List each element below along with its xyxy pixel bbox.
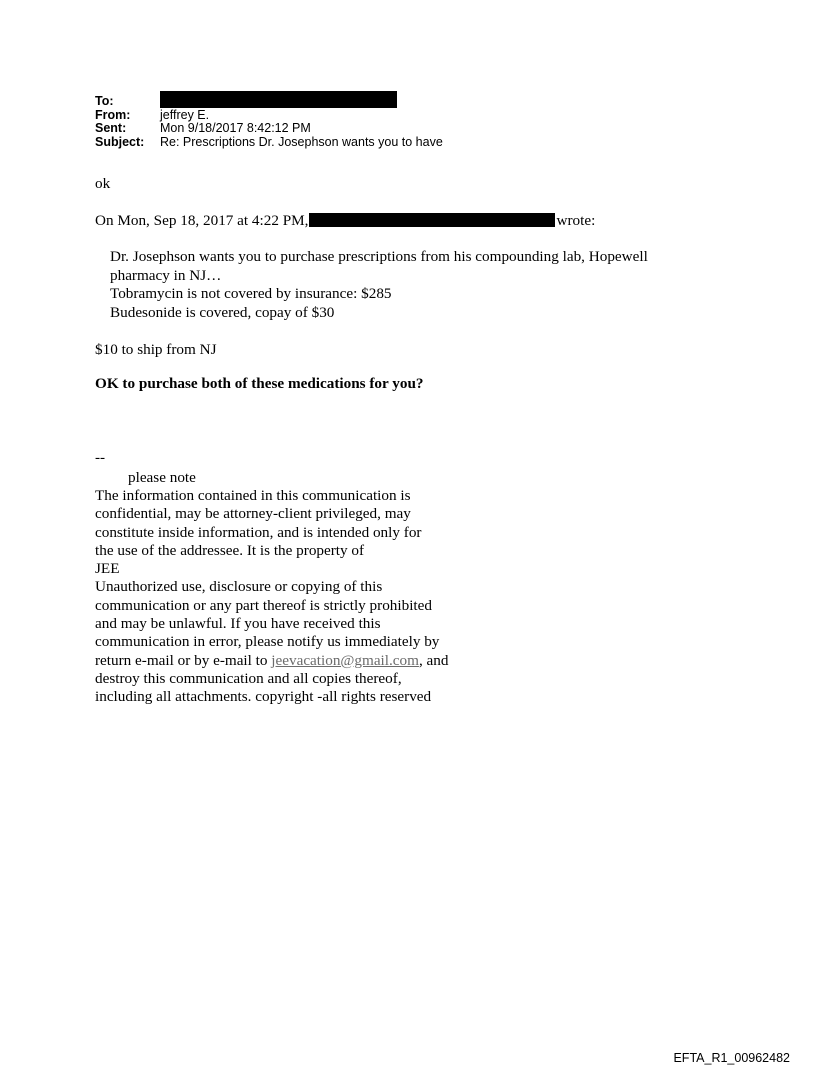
return-prefix: return e-mail or by e-mail to [95, 651, 272, 669]
wrote-suffix: wrote: [556, 212, 596, 229]
wrote-line [95, 212, 595, 230]
to-label: To: [95, 94, 114, 108]
quoted-message [110, 248, 648, 322]
disclaimer-line: confidential, may be attorney-client privileged, may [95, 505, 411, 523]
question-line: OK to purchase both of these medications for you? [95, 375, 424, 392]
disclaimer-line: and may be unlawful. If you have received this [95, 615, 381, 633]
subject-row [95, 136, 443, 150]
sent-row [95, 122, 443, 136]
disclaimer-line: communication in error, please notify us immediately by [95, 633, 440, 651]
return-suffix: , and [418, 651, 449, 669]
document-id: EFTA_R1_00962482 [673, 1051, 790, 1065]
quoted-line: Tobramycin is not covered by insurance: $285 [110, 285, 392, 302]
disclaimer-line: including all attachments. copyright -all rights reserved [95, 688, 432, 706]
disclaimer-line: the use of the addressee. It is the property of [95, 541, 365, 559]
subject-label: Subject: [95, 134, 145, 149]
wrote-prefix: On Mon, Sep 18, 2017 at 4:22 PM, [95, 212, 309, 229]
signature-separator: -- [95, 449, 106, 466]
redacted-recipient [160, 91, 397, 108]
disclaimer-line: destroy this communication and all copies thereof, [95, 669, 402, 687]
disclaimer-line: The information contained in this communication is [95, 487, 411, 504]
email-link[interactable]: jeevacation@gmail.com [271, 651, 419, 669]
from-label: From: [95, 107, 131, 122]
disclaimer-line: communication or any part thereof is strictly prohibited [95, 596, 432, 614]
subject-value: Re: Prescriptions Dr. Josephson wants you to have [160, 134, 443, 149]
shipping-line: $10 to ship from NJ [95, 341, 217, 358]
disclaimer-block [95, 487, 448, 707]
disclaimer-email-line [95, 652, 448, 670]
redacted-sender [309, 213, 555, 227]
email-header [95, 95, 443, 149]
from-row [95, 109, 443, 123]
from-value: jeffrey E. [160, 107, 210, 122]
sent-value: Mon 9/18/2017 8:42:12 PM [160, 121, 311, 135]
to-row [95, 95, 443, 109]
disclaimer-line: JEE [95, 560, 120, 578]
disclaimer-line: Unauthorized use, disclosure or copying of this [95, 578, 383, 596]
quoted-line: pharmacy in NJ… [110, 266, 222, 284]
quoted-line: Budesonide is covered, copay of $30 [110, 303, 335, 321]
quoted-line: Dr. Josephson wants you to purchase prescriptions from his compounding lab, Hopewell [110, 248, 648, 265]
disclaimer-line: constitute inside information, and is intended only for [95, 523, 422, 541]
please-note: please note [128, 469, 196, 486]
sent-label: Sent: [95, 121, 127, 135]
reply-text: ok [95, 175, 111, 192]
